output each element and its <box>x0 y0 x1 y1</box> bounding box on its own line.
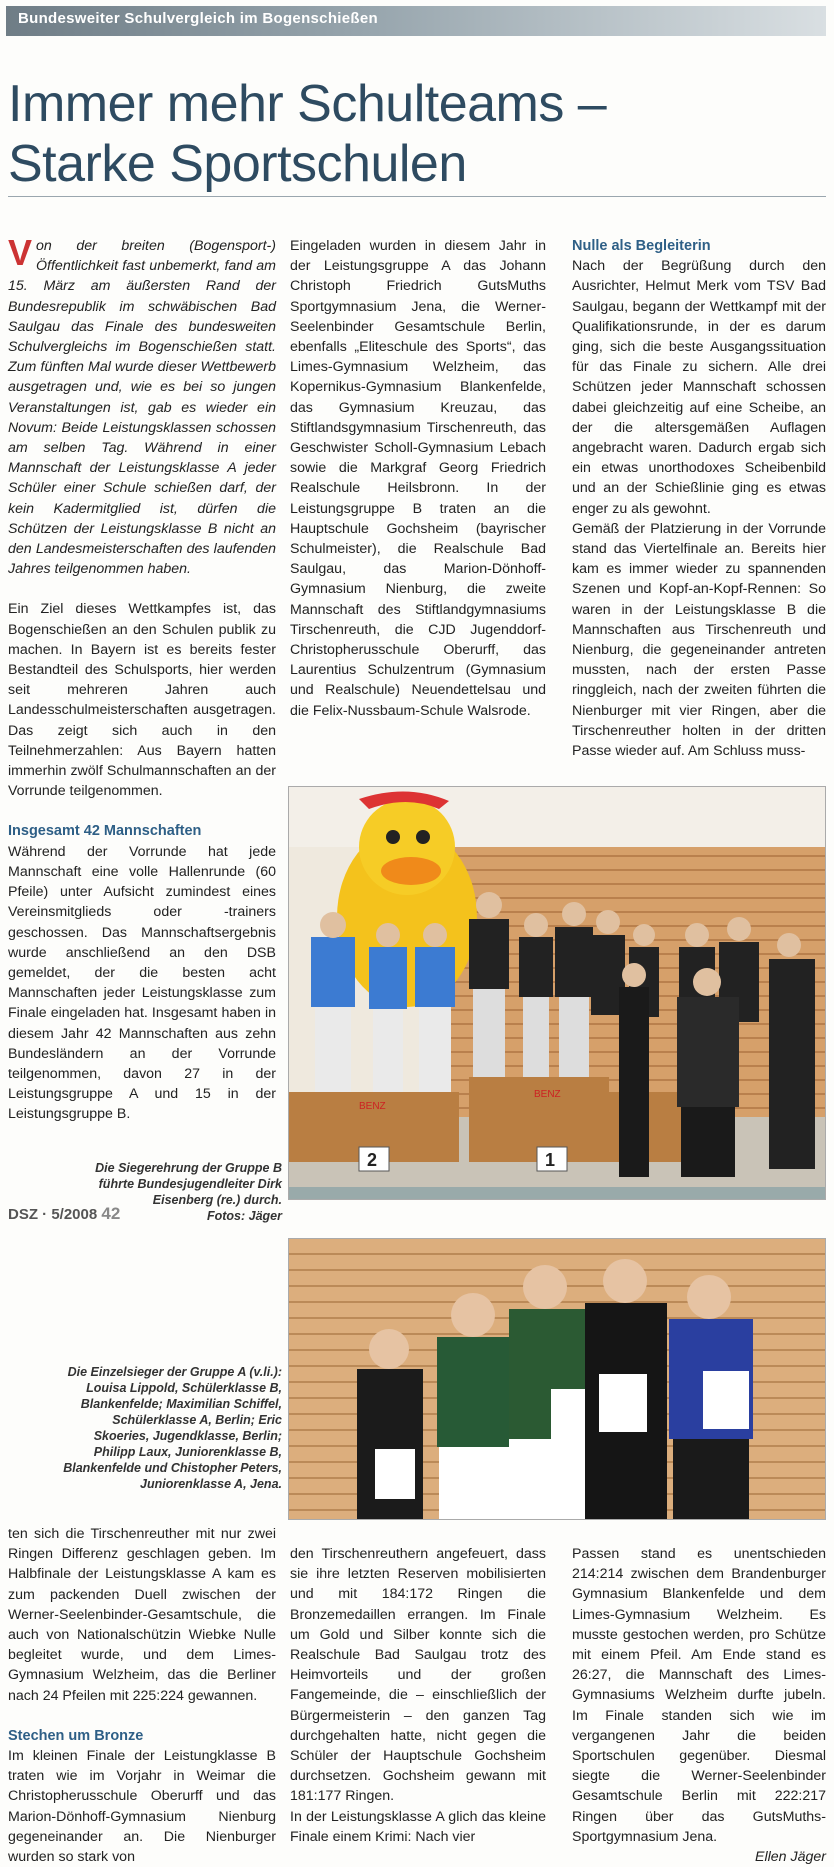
paragraph: In der Leistungsklasse A glich das kleine Finale einem Krimi: Nach vier <box>290 1808 546 1845</box>
paragraph: den Tirschenreuthern angefeuert, dass sie ihre letzten Reserven mobilisierten und mit 184:172 Ringen die Bronzemedaillen errangen. Im Finale um Gold und Silber konnte sich die Realschule Bad Saulgau trotz des Heimvorteils und der großen Fangemeinde, die – einschließlich der Bürgermeisterin – den ganzen Tag durchgehalten hatte, nicht gegen die Schüler der Hauptschule Gochsheim durchsetzen. Gochsheim gewann mit 181:177 Ringen. <box>290 1546 546 1805</box>
title-rule <box>8 196 826 197</box>
bottom-column-1 <box>8 1524 276 1867</box>
paragraph: ten sich die Tirschenreuther mit nur zwei Ringen Differenz geschlagen geben. Im Halbfinale der Leistungsklasse A kam es zum packenden Duell zwischen der Werner-Seelenbinder-Gesamtschule, die auch von Nationalschützin Wiebke Nulle begleitet wurde, und dem Limes-Gymnasium Welzheim, das die Berliner nach 24 Pfeilen mit 225:224 gewannen. <box>8 1526 276 1704</box>
paragraph: Im kleinen Finale der Leistungklasse B traten wie im Vorjahr in Weimar die Christopherusschule Oberurff und das Marion-Dönhoff-Gymnasium Nienburg gegeneinander an. Die Nienburger wurden so stark von <box>8 1748 276 1866</box>
author: Ellen Jäger <box>755 1849 826 1866</box>
issue-label: DSZ · 5/2008 <box>8 1206 98 1223</box>
dropcap: V <box>8 232 33 273</box>
bottom-column-3 <box>572 1544 826 1867</box>
lead-paragraph <box>8 232 276 579</box>
paragraph: Gemäß der Platzierung in der Vorrunde stand das Viertelfinale an. Bereits hier kam es immer wieder zu spannenden Szenen und Kopf-an-Kopf-Rennen: So waren in der Leistungsklasse B die Mannschaften aus Tirschenreuth und Nienburg, die gegeneinander antreten mussten, nach der ersten Passe ringgleich, nach der zweiten führten die Nienburger mit vier Ringen, aber die Tirschenreuther holten in der dritten Passe wieder auf. Am Schluss muss- <box>572 520 826 760</box>
subheading: Insgesamt 42 Mannschaften <box>8 823 202 840</box>
place-number: 1 <box>545 1150 556 1170</box>
paragraph: Passen stand es unentschieden 214:214 zwischen dem Brandenburger Gymnasium Blankenfelde und dem Limes-Gymnasium Welzheim. Es musste gestochen werden, pro Schütze mit einem Pfeil. Am Ende stand es 26:27, die Mannschaft des Limes-Gymnasiums Welzheim durfte jubeln. Im Finale standen sich wie im vergangenen Jahr die beiden Sportschulen gegenüber. Diesmal siegte die Werner-Seelenbinder Gesamtschule Berlin mit 222:217 Ringen über das GutsMuths-Sportgymnasium Jena. <box>572 1546 826 1845</box>
folio <box>8 1204 120 1224</box>
kicker: Bundesweiter Schulvergleich im Bogenschießen <box>18 10 378 27</box>
paragraph: Ein Ziel dieses Wettkampfes ist, das Bogenschießen an den Schulen publik zu machen. In Bayern ist es bereits fester Bestandteil des Schulsports, hier werden seit mehreren Jahren auch Landesschulmeisterschaften ausgetragen. Das zeigt sich auch in den Teilnehmerzahlen: Aus Bayern hatten immerhin zwölf Schulmannschaften an der Vorrunde teilgenommen. <box>8 601 276 800</box>
lead-text: on der breiten (Bogensport-) Öffentlichkeit fast unbemerkt, fand am 15. März am äußersten Rand der Bundesrepublik im schwäbischen Bad Saulgau das Finale des bundesweiten Schulvergleichs im Bogenschießen statt. Zum fünften Mal wurde dieser Wettbewerb ausgetragen und, wie es bei so jungen Veranstaltungen ist, gab es wieder ein Novum: Beide Leistungsklassen schossen am selben Tag. Während in einer Mannschaft der Leistungsklasse A jeder Schüler einer Schule schießen darf, der kein Kadermitglied ist, dürfen die Schützen der Leistungsklasse B nicht an den Landesmeisterschaften des laufenden Jahres teilgenommen haben. <box>8 238 276 578</box>
photo-caption: Die Einzelsieger der Gruppe A (v.li.): Louisa Lippold, Schülerklasse B, Blankenfelde; Maximilian Schiffel, Schülerklasse A, Berlin; Eric Skoeries, Jugendklasse, Berlin; Philipp Laux, Juniorenklasse B, Blankenfelde und Chistopher Peters, Juniorenklasse A, Jena. <box>63 1365 282 1491</box>
place-number: 2 <box>367 1150 378 1170</box>
column-2 <box>290 236 546 721</box>
photo-award-ceremony-b <box>288 786 826 1200</box>
headline-line-1: Immer mehr Schulteams – <box>8 75 607 133</box>
caption-text: Die Siegerehrung der Gruppe B führte Bundesjugendleiter Dirk Eisenberg (re.) durch. <box>95 1161 282 1207</box>
headline <box>8 74 828 194</box>
headline-line-2: Starke Sportschulen <box>8 135 467 193</box>
paragraph: Während der Vorrunde hat jede Mannschaft eine volle Hallenrunde (60 Pfeile) unter Aufsicht zumindest eines Vereinsmitglieds oder -trainers geschossen. Das Mannschaftsergebnis wurde anschließend an den DSB gemeldet, der die besten acht Mannschaften jeder Leistungsklasse zum Finale eingeladen hat. Insgesamt haben in diesem Jahr 42 Mannschaften aus zehn Bundesländern an der Vorrunde teilgenommen, davon 27 in der Leistungsgruppe A und 15 in der Leistungsgruppe B. <box>8 843 276 1123</box>
column-1 <box>8 232 276 1125</box>
photo-illustration <box>289 787 825 1199</box>
column-3 <box>572 236 826 761</box>
photo-illustration <box>289 1239 825 1519</box>
podium-label: BENZ <box>359 1101 386 1112</box>
page-number: 42 <box>101 1204 121 1223</box>
subheading: Nulle als Begleiterin <box>572 238 711 254</box>
subheading: Stechen um Bronze <box>8 1727 144 1744</box>
podium-label: BENZ <box>534 1089 561 1100</box>
photo-credit: Fotos: Jäger <box>206 1209 282 1223</box>
bottom-column-2 <box>290 1544 546 1847</box>
paragraph: Nach der Begrüßung durch den Ausrichter, Helmut Merk vom TSV Bad Saulgau, begann der Wettkampf mit der Qualifikationsrunde, in der es darum ging, sich die beste Ausgangssituation für das Finale zu sichern. Alle drei Schützen jeder Mannschaft schossen dabei gleichzeitig auf eine Scheibe, an der die altersgemäßen Auflagen angebracht waren. Dadurch ergab sich ein etwas unorthodoxes Scheibenbild und an der Schießlinie ging es etwas enger zu als gewohnt. <box>572 258 826 517</box>
paragraph: Eingeladen wurden in diesem Jahr in der Leistungsgruppe A das Johann Christoph Friedrich GutsMuths Sportgymnasium Jena, die Werner-Seelenbinder Gesamtschule Berlin, ebenfalls „Eliteschule des Sports“, das Limes-Gymnasium Welzheim, das Kopernikus-Gymnasium Blankenfelde, das Gymnasium Kreuzau, das Stiftlandsgymnasium Tirschenreuth, das Geschwister Scholl-Gymnasium Lebach sowie die Markgraf Georg Friedrich Realschule Heilsbronn. In der Leistungsgruppe B traten an die Hauptschule Gochsheim (bayrischer Schulmeister), die Realschule Bad Saulgau, das Marion-Dönhoff-Gymnasium Nienburg, die zweite Mannschaft des Stiftlandgymnasiums Tirschenreuth, die CJD Jugenddorf-Christopherusschule Oberurff, das Laurentius Schulzentrum (Gymnasium und Realschule) Neuendettelsau und die Felix-Nussbaum-Schule Walsrode. <box>290 238 546 719</box>
photo-individual-winners-a <box>288 1238 826 1520</box>
